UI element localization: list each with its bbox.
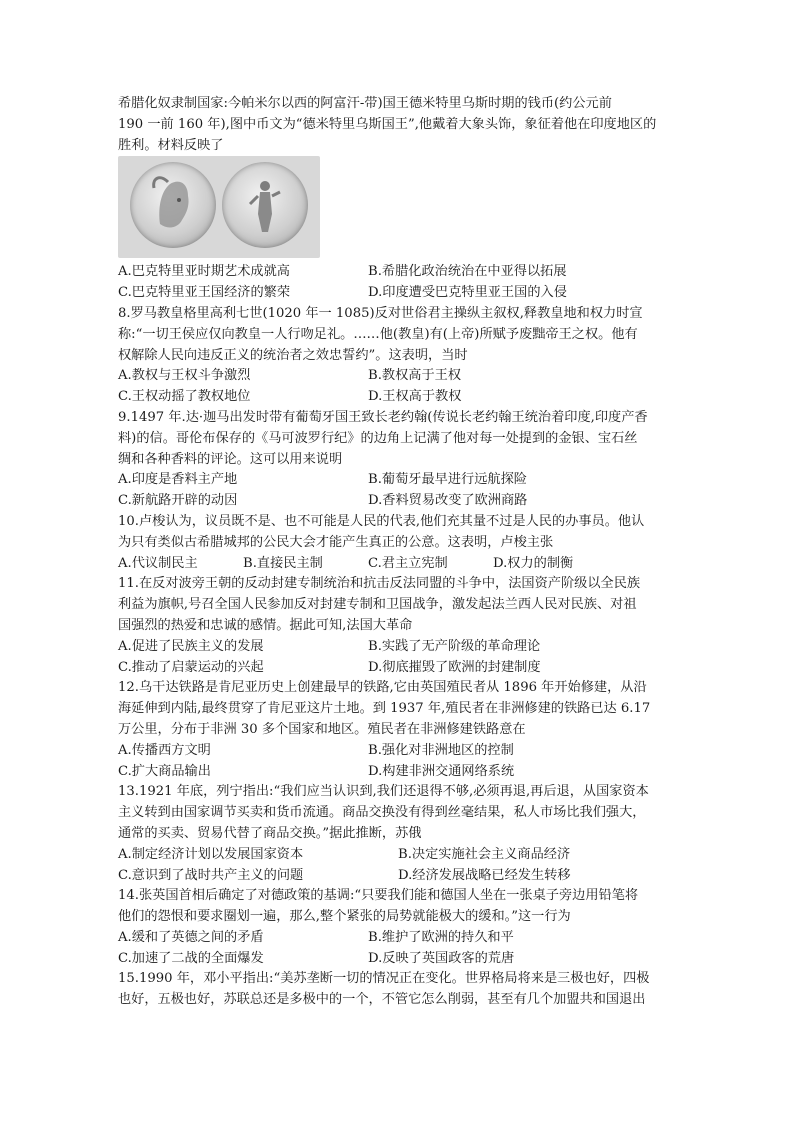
q12-option-a[interactable]: A.传播西方文明 — [118, 742, 211, 758]
q9-stem-line: 料)的信。哥伦布保存的《马可波罗行纪》的边角上记满了他对每一处提到的金银、宝石丝 — [118, 430, 638, 446]
q8-option-a[interactable]: A.教权与王权斗争激烈 — [118, 368, 251, 384]
q14-option-b[interactable]: B.维护了欧洲的持久和平 — [368, 929, 514, 945]
q8-options-row — [118, 387, 678, 408]
q11-stem-line: 利益为旗帜,号召全国人民参加反对封建专制和卫国战争，激发起法兰西人民对民族、对祖 — [118, 597, 637, 613]
q8-stem-line: 权解除人民向违反正义的统治者之效忠誓约”。这表明，当时 — [118, 347, 468, 363]
q9-option-d[interactable]: D.香料贸易改变了欧洲商路 — [368, 493, 528, 509]
coin-reverse-icon — [222, 162, 308, 248]
q11-stem-line: 国强烈的热爱和忠诚的感情。据此可知,法国大革命 — [118, 617, 413, 633]
q14-stem-line: 他们的怨恨和要求圈划一遍，那么,整个紧张的局势就能极大的缓和。”这一行为 — [118, 909, 571, 925]
q9-options-row — [118, 470, 678, 491]
q13-options-row — [118, 866, 678, 887]
q8-option-c[interactable]: C.王权动摇了教权地位 — [118, 389, 251, 405]
q14-options-row — [118, 928, 678, 949]
q8-stem-line: 称:“一切王侯应仅向教皇一人行吻足礼。……他(教皇)有(上帝)所赋予废黜帝王之权。他有 — [118, 326, 638, 342]
q12-options-row — [118, 762, 678, 783]
q9-stem-line: 绸和各种香料的评论。这可以用来说明 — [118, 451, 343, 467]
q13-stem-line: 13.1921 年底，列宁指出:“我们应当认识到,我们还退得不够,必须再退,再后退，从国家资本 — [118, 784, 649, 800]
q12-option-c[interactable]: C.扩大商品输出 — [118, 763, 211, 779]
q12-stem-line: 万公里，分布于非洲 30 多个国家和地区。殖民者在非洲修建铁路意在 — [118, 721, 526, 737]
q13-stem-line: 通常的买卖、贸易代替了商品交换。”据此推断，苏俄 — [118, 825, 422, 841]
q14-option-d[interactable]: D.反映了英国政客的荒唐 — [368, 950, 515, 966]
q10-option-d[interactable]: D.权力的制衡 — [493, 555, 574, 571]
q10-option-b[interactable]: B.直接民主制 — [243, 555, 323, 571]
q9-option-b[interactable]: B.葡萄牙最早进行远航探险 — [368, 472, 527, 488]
q7-stem-line: 希腊化奴隶制国家:今帕米尔以西的阿富汗-带)国王德米特里乌斯时期的钱币(约公元前 — [118, 96, 612, 111]
q14-options-row — [118, 949, 678, 970]
q11-stem-line: 11.在反对波旁王朝的反动封建专制统治和抗击反法同盟的斗争中，法国资产阶级以全民族 — [118, 576, 641, 592]
q7-option-d[interactable]: D.印度遭受巴克特里亚王国的入侵 — [368, 285, 567, 301]
q14-option-a[interactable]: A.缓和了英德之间的矛盾 — [118, 929, 264, 945]
q11-option-c[interactable]: C.推动了启蒙运动的兴起 — [118, 659, 264, 675]
q11-option-d[interactable]: D.彻底摧毁了欧洲的封建制度 — [368, 659, 541, 675]
q7-stem-line: 190 一前 160 年),图中币文为“德米特里乌斯国王”,他戴着大象头饰，象征着他在印度地区的 — [118, 116, 657, 132]
q14-stem-line: 14.张英国首相后确定了对德政策的基调:“只要我们能和德国人坐在一张桌子旁边用铅笔将 — [118, 888, 639, 904]
q10-stem-line: 10.卢梭认为，议员既不是、也不可能是人民的代表,他们充其量不过是人民的办事员。他认 — [118, 513, 645, 529]
q15-stem-line: 也好，五极也好，苏联总还是多极中的一个，不管它怎么削弱，甚至有几个加盟共和国退出 — [118, 992, 646, 1008]
q13-option-c[interactable]: C.意识到了战时共产主义的问题 — [118, 867, 304, 883]
q7-options-row — [118, 262, 678, 283]
q9-stem-line: 9.1497 年.达·迦马出发时带有葡萄牙国王致长老约翰(传说长老约翰王统治着印度,印度产香 — [118, 409, 648, 425]
q7-option-a[interactable]: A.巴克特里亚时期艺术成就高 — [118, 264, 290, 280]
q8-option-d[interactable]: D.王权高于教权 — [368, 389, 462, 405]
q12-stem-line: 海延伸到内陆,最终贯穿了肯尼亚这片土地。到 1937 年,殖民者在非洲修建的铁路已达 6.17 — [118, 701, 651, 717]
q10-option-c[interactable]: C.君主立宪制 — [368, 555, 448, 571]
q7-option-c[interactable]: C.巴克特里亚王国经济的繁荣 — [118, 285, 291, 301]
q13-options-row — [118, 845, 678, 866]
q13-option-a[interactable]: A.制定经济计划以发展国家资本 — [118, 846, 304, 862]
q11-option-a[interactable]: A.促进了民族主义的发展 — [118, 638, 264, 654]
q9-options-row — [118, 491, 678, 512]
q12-option-d[interactable]: D.构建非洲交通网络系统 — [368, 763, 515, 779]
q10-option-a[interactable]: A.代议制民主 — [118, 555, 198, 571]
q10-stem-line: 为只有类似古希腊城邦的公民大会才能产生真正的公意。这表明，卢梭主张 — [118, 534, 554, 550]
q11-options-row — [118, 637, 678, 658]
coin-obverse-icon — [130, 162, 216, 248]
q8-stem-line: 8.罗马教皇格里高利七世(1020 年一 1085)反对世俗君主操纵主叙权,释教皇地和权力时宣 — [118, 305, 643, 321]
q12-options-row — [118, 741, 678, 762]
q13-option-b[interactable]: B.决定实施社会主义商品经济 — [398, 846, 571, 862]
q13-stem-line: 主义转到由国家调节买卖和货币流通。商品交换没有得到丝毫结果，私人市场比我们强大， — [118, 805, 646, 821]
q13-option-d[interactable]: D.经济发展战略已经发生转移 — [398, 867, 571, 883]
q8-option-b[interactable]: B.教权高于王权 — [368, 368, 462, 384]
q8-options-row — [118, 366, 678, 387]
q14-option-c[interactable]: C.加速了二战的全面爆发 — [118, 950, 264, 966]
q11-option-b[interactable]: B.实践了无产阶级的革命理论 — [368, 638, 541, 654]
q7-options-row — [118, 283, 678, 304]
q12-stem-line: 12.乌干达铁路是肯尼亚历史上创建最早的铁路,它由英国殖民者从 1896 年开始修建，从沿 — [118, 680, 647, 696]
q9-option-a[interactable]: A.印度是香料主产地 — [118, 472, 238, 488]
q7-stem-line: 胜利。材料反映了 — [118, 137, 224, 153]
q10-options-row — [118, 554, 678, 575]
q11-options-row — [118, 658, 678, 679]
q15-stem-line: 15.1990 年，邓小平指出:“美苏垄断一切的情况正在变化。世界格局将来是三极也好，四极 — [118, 971, 650, 987]
coin-pair-photo — [118, 156, 320, 258]
q12-option-b[interactable]: B.强化对非洲地区的控制 — [368, 742, 514, 758]
q7-option-b[interactable]: B.希腊化政治统治在中亚得以拓展 — [368, 264, 567, 280]
q9-option-c[interactable]: C.新航路开辟的动因 — [118, 493, 238, 509]
exam-page — [118, 94, 678, 1011]
